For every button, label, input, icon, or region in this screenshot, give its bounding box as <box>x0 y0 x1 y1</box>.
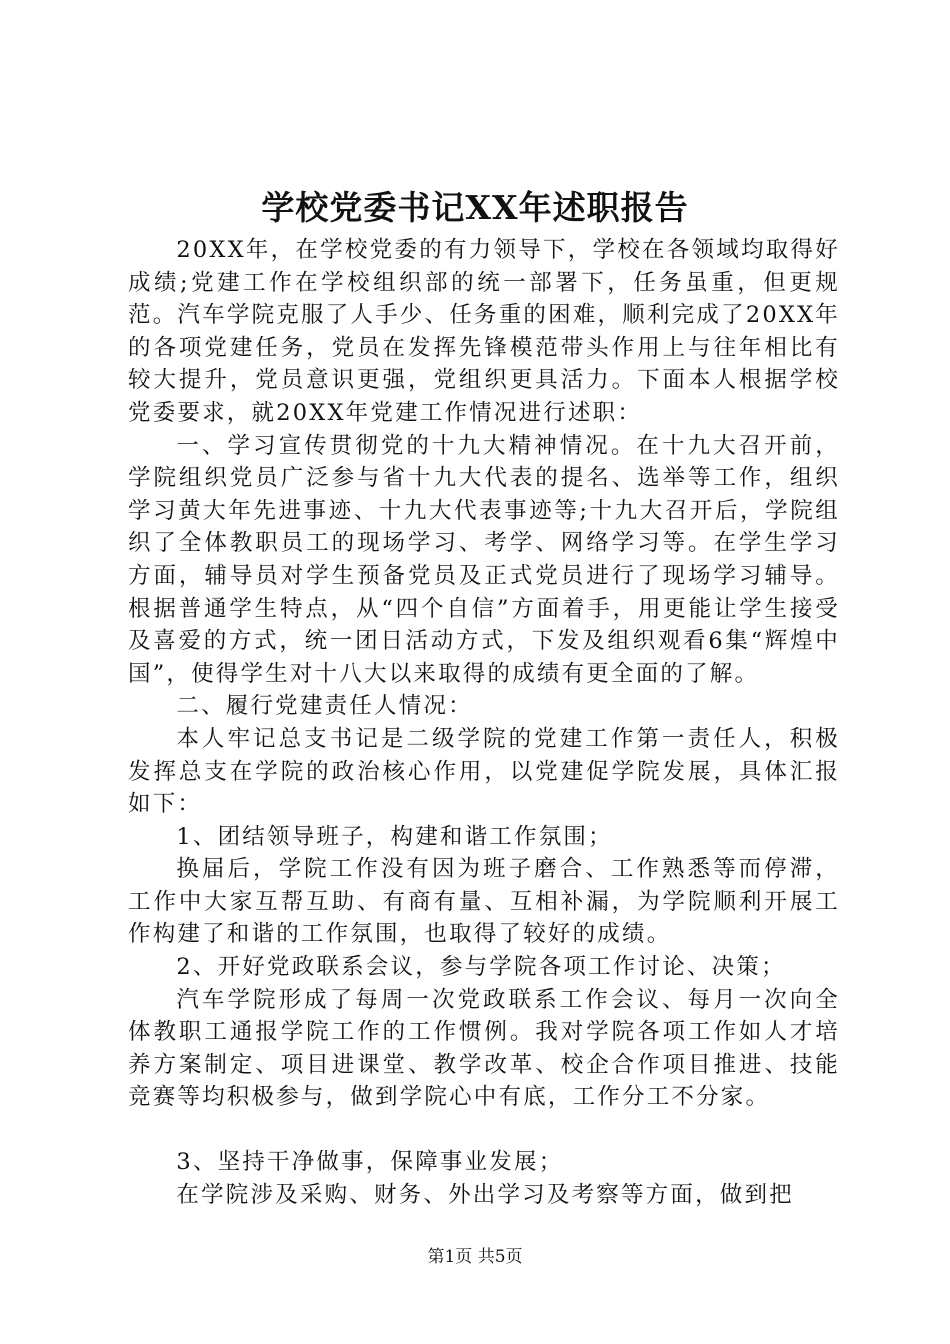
paragraph-section-1: 一、学习宣传贯彻党的十九大精神情况。在十九大召开前，学院组织党员广泛参与省十九大代表的提名、选举等工作，组织学习黄大年先进事迹、十九大代表事迹等;十九大召开后，学院组织了全体教职员工的现场学习、考学、网络学习等。在学生学习方面，辅导员对学生预备党员及正式党员进行了现场学习辅导。根据普通学生特点，从“四个自信”方面着手，用更能让学生接受及喜爱的方式，统一团日活动方式，下发及组织观看6集“辉煌中国”，使得学生对十八大以来取得的成绩有更全面的了解。 <box>128 432 840 687</box>
paragraph-section-2-heading: 二、履行党建责任人情况： <box>176 693 473 720</box>
paragraph-item-3-body: 在学院涉及采购、财务、外出学习及考察等方面，做到把 <box>176 1181 794 1208</box>
paragraph-item-2-heading: 2、开好党政联系会议，参与学院各项工作讨论、决策； <box>176 954 786 981</box>
document-body <box>128 234 840 1211</box>
document-title: 学校党委书记XX年述职报告 <box>261 188 689 227</box>
paragraph-item-1-heading: 1、团结领导班子，构建和谐工作氛围； <box>176 823 613 850</box>
paragraph-item-3-heading: 3、坚持干净做事，保障事业发展； <box>176 1149 564 1176</box>
page-number-footer: 第1页 共5页 <box>427 1247 523 1267</box>
paragraph-section-2-intro: 本人牢记总支书记是二级学院的党建工作第一责任人，积极发挥总支在学院的政治核心作用，以党建促学院发展，具体汇报如下： <box>128 725 840 818</box>
paragraph-item-1-body: 换届后，学院工作没有因为班子磨合、工作熟悉等而停滞，工作中大家互帮互助、有商有量、互相补漏，为学院顺利开展工作构建了和谐的工作氛围，也取得了较好的成绩。 <box>128 856 840 948</box>
paragraph-item-2-body: 汽车学院形成了每周一次党政联系工作会议、每月一次向全体教职工通报学院工作的工作惯例。我对学院各项工作如人才培养方案制定、项目进课堂、教学改革、校企合作项目推进、技能竞赛等均积极参与，做到学院心中有底，工作分工不分家。 <box>128 986 840 1111</box>
paragraph-intro: 20XX年，在学校党委的有力领导下，学校在各领域均取得好成绩;党建工作在学校组织部的统一部署下，任务虽重，但更规范。汽车学院克服了人手少、任务重的困难，顺利完成了20XX年的各项党建任务，党员在发挥先锋模范带头作用上与往年相比有较大提升，党员意识更强，党组织更具活力。下面本人根据学校党委要求，就20XX年党建工作情况进行述职： <box>128 237 840 426</box>
